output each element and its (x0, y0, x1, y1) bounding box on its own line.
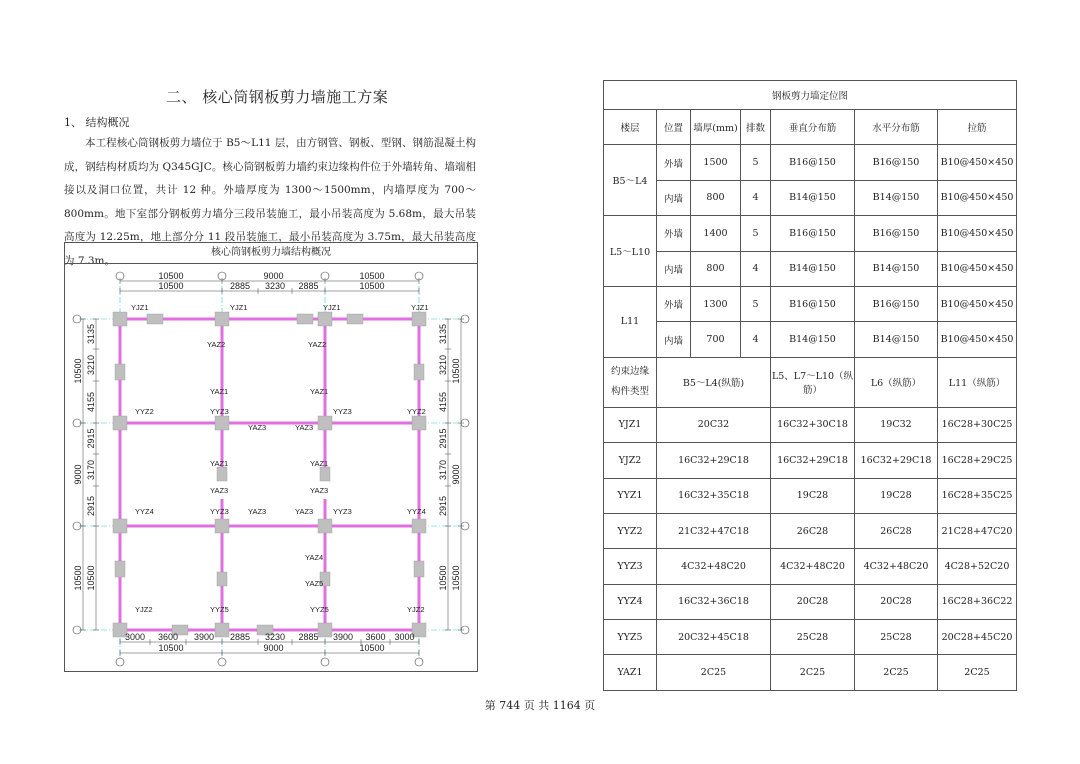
table-cell: 4 (741, 180, 771, 215)
table-cell: 19C32 (855, 407, 938, 442)
edge-member-block (297, 314, 313, 324)
edge-type-cell: YAZ1 (604, 655, 657, 690)
edge-row (604, 443, 1017, 478)
dimension-bottom-outer-text: 10500 (158, 643, 184, 653)
table-cell: B16@150 (771, 286, 855, 321)
table-cell: 2C25 (657, 655, 771, 690)
edge-member-block (318, 623, 332, 637)
dimension-left-inner-text: 2915 (86, 428, 96, 449)
edge-header-row (604, 357, 1017, 407)
table-cell: 4C32+48C20 (855, 549, 938, 584)
dimension-right-inner-text: 3170 (438, 459, 448, 481)
table-cell: B10@450×450 (938, 180, 1017, 215)
edge-row (604, 655, 1017, 690)
table-cell: 20C32+45C18 (657, 620, 771, 655)
edge-member-block (217, 467, 227, 481)
edge-member-block (113, 416, 127, 430)
structure-overview-paragraph: 本工程核心筒钢板剪力墙位于 B5～L11 层，由方钢管、钢板、型钢、钢筋混凝土构成，钢结构材质均为 Q345GJC。核心筒钢板剪力墙约束边缘构件位于外墙转角、墙端相接以及洞口位置，共计 12 种。外墙厚度为 1300～1500mm，内墙厚度为 700～800mm。地下室部分钢板剪力墙分三段吊装施工，最小吊装高度为 5.68m，最大吊装高度为 12.25m，地上部分分 11 段吊装施工，最小吊装高度为 3.75m，最大吊装高度为 7.3m。 (64, 137, 476, 267)
dimension-left-inner-text: 3135 (86, 323, 96, 345)
table-header-cell: 墙厚(mm) (691, 110, 741, 145)
table-cell: 4 (741, 251, 771, 286)
edge-member-block (412, 312, 426, 326)
dimension-top-outer-text: 10500 (158, 271, 184, 281)
dimension-bottom-inner-text: 2885 (229, 632, 251, 642)
table-cell: 4C32+48C20 (771, 549, 855, 584)
figure-caption: 核心筒钢板剪力墙结构概况 (65, 243, 477, 264)
table-cell: B14@150 (771, 251, 855, 286)
section-title: 二、 核心筒钢板剪力墙施工方案 (166, 88, 389, 106)
dimension-bottom-inner-text: 3000 (124, 632, 146, 642)
element-label: YYZ2 (135, 407, 154, 416)
element-label: YAZ5 (305, 579, 324, 588)
table-cell: 16C32+30C18 (771, 407, 855, 442)
dimension-bottom-outer-text: 9000 (263, 643, 284, 653)
dimension-right-inner-text: 2915 (438, 428, 448, 449)
edge-type-cell: YYZ2 (604, 513, 657, 548)
element-label: YJZ1 (323, 303, 341, 312)
edge-member-block (215, 623, 229, 637)
dimension-top-inner-text: 2885 (298, 281, 319, 291)
table-cell: B10@450×450 (938, 322, 1017, 357)
table-cell: 16C32+29C18 (855, 443, 938, 478)
table-cell: 25C28 (771, 620, 855, 655)
table-cell: 700 (691, 322, 741, 357)
edge-header-cell: L6（纵筋） (855, 357, 938, 407)
core-tube-plan-drawing (65, 264, 477, 671)
dimension-bottom-inner-text: 3230 (264, 632, 286, 642)
table-header-cell: 排数 (741, 110, 771, 145)
edge-type-cell: YYZ3 (604, 549, 657, 584)
dimension-top-inner-text: 10500 (359, 281, 385, 291)
table-cell: 外墙 (657, 286, 691, 321)
element-label: YAZ1 (210, 459, 229, 468)
table-cell: 20C32 (657, 407, 771, 442)
table-cell: 20C28 (855, 584, 938, 619)
element-label: YAZ2 (207, 340, 226, 349)
subsection-title: 1、 结构概况 (64, 116, 130, 129)
edge-row (604, 407, 1017, 442)
table-cell: 1500 (691, 145, 741, 180)
table-cell: 5 (741, 216, 771, 251)
element-label: YYZ5 (210, 605, 229, 614)
element-label: YAZ3 (248, 423, 267, 432)
element-label: YJZ1 (230, 303, 248, 312)
element-label: YYZ3 (333, 507, 352, 516)
edge-member-block (414, 364, 424, 380)
table-cell: 16C28+36C22 (938, 584, 1017, 619)
dimension-left-inner-text: 10500 (86, 565, 96, 591)
dimension-bottom-inner-text: 3600 (157, 632, 179, 642)
table-cell: B10@450×450 (938, 145, 1017, 180)
element-label: YYZ5 (310, 605, 329, 614)
dimension-bottom-inner-text: 3900 (193, 632, 215, 642)
table-cell: 内墙 (657, 180, 691, 215)
edge-row (604, 513, 1017, 548)
table-row (604, 180, 1017, 215)
table-cell: 1400 (691, 216, 741, 251)
dimension-left-outer-text: 10500 (73, 358, 83, 384)
edge-member-block (215, 519, 229, 533)
table-header-cell: 水平分布筋 (855, 110, 938, 145)
element-label: YAZ3 (248, 507, 267, 516)
dimension-bottom-inner-text: 3900 (332, 632, 354, 642)
dimension-right-outer-text: 9000 (451, 464, 461, 485)
table-cell: B10@450×450 (938, 286, 1017, 321)
axis-bubble (415, 658, 423, 666)
edge-type-cell: YYZ1 (604, 478, 657, 513)
edge-member-block (414, 561, 424, 577)
table-cell: 外墙 (657, 145, 691, 180)
table-cell: B10@450×450 (938, 216, 1017, 251)
table-row (604, 145, 1017, 180)
dimension-top-inner-text: 3230 (264, 281, 286, 291)
edge-row (604, 584, 1017, 619)
table-cell: 19C28 (771, 478, 855, 513)
dimension-bottom-inner-text: 3000 (394, 632, 415, 642)
edge-row (604, 478, 1017, 513)
edge-member-block (412, 416, 426, 430)
edge-member-block (412, 519, 426, 533)
element-label: YYZ2 (407, 407, 426, 416)
dimension-left-outer-text: 10500 (73, 565, 83, 591)
axis-bubble (116, 658, 124, 666)
dimension-top-outer-text: 9000 (263, 271, 284, 281)
table-cell: B14@150 (771, 180, 855, 215)
table-cell: 20C28 (771, 584, 855, 619)
edge-type-cell: YYZ5 (604, 620, 657, 655)
table-cell: 21C32+47C18 (657, 513, 771, 548)
table-cell: 4C28+52C20 (938, 549, 1017, 584)
table-header-cell: 位置 (657, 110, 691, 145)
structure-figure (64, 242, 478, 672)
table-cell: 16C32+29C18 (657, 443, 771, 478)
table-cell: B16@150 (771, 216, 855, 251)
dimension-left-inner-text: 3170 (86, 459, 96, 481)
edge-header-cell: 约束边缘构件类型 (604, 357, 657, 407)
table-cell: 21C28+47C20 (938, 513, 1017, 548)
edge-type-cell: YJZ2 (604, 443, 657, 478)
edge-member-block (318, 416, 332, 430)
element-label: YJZ1 (131, 303, 149, 312)
element-label: YAZ3 (295, 423, 314, 432)
element-label: YYZ3 (210, 507, 229, 516)
element-label: YAZ4 (305, 553, 324, 562)
element-label: YAZ3 (210, 486, 229, 495)
dimension-bottom-inner-text: 2885 (298, 632, 319, 642)
element-label: YAZ3 (310, 486, 329, 495)
edge-member-block (320, 467, 330, 481)
edge-member-block (115, 364, 125, 380)
table-cell: 800 (691, 251, 741, 286)
dimension-top-outer-text: 10500 (359, 271, 385, 281)
table-cell: 26C28 (855, 513, 938, 548)
dimension-top-inner-text: 2885 (229, 281, 251, 291)
edge-member-block (318, 519, 332, 533)
edge-row (604, 620, 1017, 655)
axis-bubble (218, 658, 226, 666)
table-cell: 2C25 (855, 655, 938, 690)
edge-type-cell: YYZ4 (604, 584, 657, 619)
element-label: YAZ1 (310, 387, 329, 396)
table-cell: 内墙 (657, 251, 691, 286)
wall-positioning-table-container (603, 80, 1016, 682)
table-cell: 2C25 (771, 655, 855, 690)
table-cell: 16C28+35C25 (938, 478, 1017, 513)
table-header-cell: 楼层 (604, 110, 657, 145)
edge-header-cell: L11（纵筋） (938, 357, 1017, 407)
table-cell: 1300 (691, 286, 741, 321)
table-title-row (604, 81, 1017, 110)
table-cell: 19C28 (855, 478, 938, 513)
table-cell: 16C32+35C18 (657, 478, 771, 513)
wall-positioning-table (603, 80, 1017, 691)
edge-member-block (113, 519, 127, 533)
table-cell: B16@150 (855, 216, 938, 251)
table-row (604, 251, 1017, 286)
element-label: YYZ4 (407, 507, 426, 516)
floor-cell: L5～L10 (604, 216, 657, 287)
dimension-left-outer-text: 9000 (73, 464, 83, 485)
dimension-left-inner-text: 3210 (86, 354, 96, 376)
table-cell: B14@150 (855, 322, 938, 357)
floor-cell: B5～L4 (604, 145, 657, 216)
table-cell: B16@150 (771, 145, 855, 180)
edge-row (604, 549, 1017, 584)
table-cell: 16C28+30C25 (938, 407, 1017, 442)
table-cell: B14@150 (771, 322, 855, 357)
table-cell: B16@150 (855, 286, 938, 321)
edge-member-block (147, 314, 163, 324)
table-cell: B14@150 (855, 251, 938, 286)
table-cell: 2C25 (938, 655, 1017, 690)
table-cell: 20C28+45C20 (938, 620, 1017, 655)
floor-cell: L11 (604, 286, 657, 357)
element-label: YAZ2 (308, 340, 327, 349)
table-row (604, 286, 1017, 321)
edge-member-block (113, 312, 127, 326)
table-header-cell: 拉筋 (938, 110, 1017, 145)
dimension-bottom-outer-text: 10500 (359, 643, 385, 653)
edge-member-block (347, 314, 363, 324)
table-cell: 内墙 (657, 322, 691, 357)
dimension-left-inner-text: 2915 (86, 495, 96, 517)
table-title: 钢板剪力墙定位图 (604, 81, 1017, 110)
table-cell: B16@150 (855, 145, 938, 180)
table-cell: B14@150 (855, 180, 938, 215)
element-label: YJZ2 (135, 605, 153, 614)
edge-header-cell: B5～L4(纵筋) (657, 357, 771, 407)
table-header-cell: 垂直分布筋 (771, 110, 855, 145)
table-cell: 5 (741, 286, 771, 321)
table-cell: 800 (691, 180, 741, 215)
axis-bubble (321, 658, 329, 666)
element-label: YYZ3 (333, 407, 352, 416)
dimension-right-outer-text: 10500 (451, 358, 461, 384)
edge-header-cell: L5、L7～L10（纵筋） (771, 357, 855, 407)
edge-member-block (217, 572, 227, 586)
table-cell: 16C32+29C18 (771, 443, 855, 478)
dimension-right-inner-text: 2915 (438, 495, 448, 517)
element-label: YAZ1 (310, 459, 329, 468)
table-cell: 4C32+48C20 (657, 549, 771, 584)
dimension-right-inner-text: 4155 (438, 391, 448, 413)
edge-member-block (215, 312, 229, 326)
dimension-right-outer-text: 10500 (451, 565, 461, 591)
table-cell: 25C28 (855, 620, 938, 655)
dimension-right-inner-text: 10500 (438, 565, 448, 591)
page-footer: 第 744 页 共 1164 页 (484, 699, 596, 712)
table-cell: 外墙 (657, 216, 691, 251)
element-label: YJZ1 (411, 303, 429, 312)
table-cell: 26C28 (771, 513, 855, 548)
element-label: YAZ3 (295, 507, 314, 516)
dimension-right-inner-text: 3210 (438, 354, 448, 376)
dimension-top-inner-text: 10500 (158, 281, 184, 291)
element-label: YYZ4 (135, 507, 154, 516)
table-header-row (604, 110, 1017, 145)
element-label: YJZ2 (407, 605, 425, 614)
table-cell: 16C32+36C18 (657, 584, 771, 619)
edge-member-block (115, 561, 125, 577)
element-label: YYZ3 (210, 407, 229, 416)
table-row (604, 216, 1017, 251)
edge-member-block (318, 312, 332, 326)
table-cell: 16C28+29C25 (938, 443, 1017, 478)
table-cell: 5 (741, 145, 771, 180)
dimension-left-inner-text: 4155 (86, 391, 96, 413)
dimension-right-inner-text: 3135 (438, 323, 448, 345)
edge-member-block (215, 416, 229, 430)
table-row (604, 322, 1017, 357)
table-cell: B10@450×450 (938, 251, 1017, 286)
edge-type-cell: YJZ1 (604, 407, 657, 442)
element-label: YAZ1 (210, 387, 229, 396)
dimension-bottom-inner-text: 3600 (365, 632, 386, 642)
table-cell: 4 (741, 322, 771, 357)
